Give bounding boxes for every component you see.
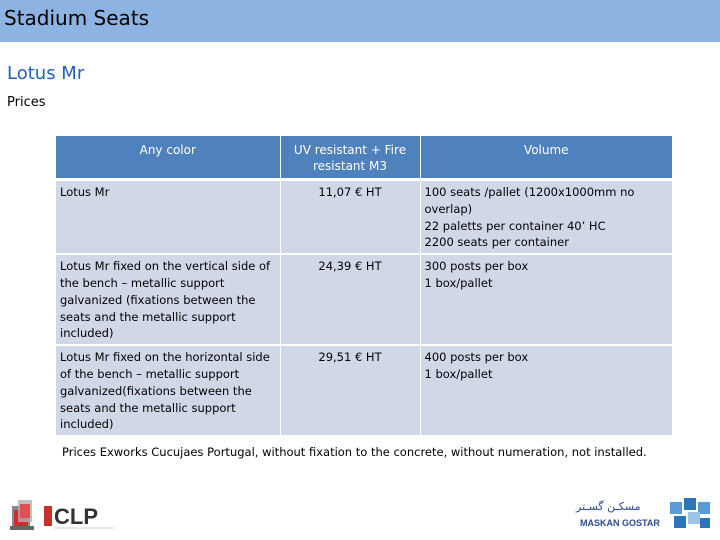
table-header-row <box>56 136 672 180</box>
title-bar <box>0 0 720 42</box>
row-volume <box>420 254 672 345</box>
column-header-volume: Volume <box>420 136 672 180</box>
volume-line: 100 seats /pallet (1200x1000mm no overlap) <box>424 185 635 216</box>
building-blocks-icon <box>670 498 710 528</box>
clp-logo <box>8 496 118 532</box>
row-volume <box>420 180 672 255</box>
row-description: Lotus Mr fixed on the vertical side of the bench – metallic support galvanized (fixations between the seats and the metallic support included) <box>56 254 280 345</box>
volume-line: 1 box/pallet <box>424 275 493 290</box>
volume-line: 400 posts per box <box>424 350 529 365</box>
row-price: 11,07 € HT <box>280 180 420 255</box>
row-volume <box>420 345 672 436</box>
seat-icon <box>10 500 34 530</box>
volume-line: 22 paletts per container 40’ HC <box>424 218 606 233</box>
volume-line: 300 posts per box <box>424 259 529 274</box>
maskan-gostar-logo <box>574 492 714 536</box>
clp-logo-text: CLP <box>54 504 98 529</box>
table-row <box>56 254 672 345</box>
table-row <box>56 180 672 255</box>
footnote: Prices Exworks Cucujaes Portugal, without fixation to the concrete, without numeration, not installed. <box>62 445 647 459</box>
price-table <box>56 136 672 437</box>
volume-line: 2200 seats per container <box>424 235 569 250</box>
table-row <box>56 345 672 436</box>
slide-title: Stadium Seats <box>4 6 150 30</box>
row-price: 29,51 € HT <box>280 345 420 436</box>
volume-line: 1 box/pallet <box>424 366 493 381</box>
row-description: Lotus Mr <box>56 180 280 255</box>
maskan-logo-text: MASKAN GOSTAR <box>580 518 660 528</box>
product-name: Lotus Mr <box>7 63 85 84</box>
section-heading: Prices <box>7 95 46 110</box>
column-header-uv: UV resistant + Fire resistant M3 <box>280 136 420 180</box>
maskan-arabic-text: مسکـن گسـتر <box>576 500 641 513</box>
row-price: 24,39 € HT <box>280 254 420 345</box>
column-header-color: Any color <box>56 136 280 180</box>
row-description: Lotus Mr fixed on the horizontal side of the bench – metallic support galvanized(fixations between the seats and the metallic support included) <box>56 345 280 436</box>
